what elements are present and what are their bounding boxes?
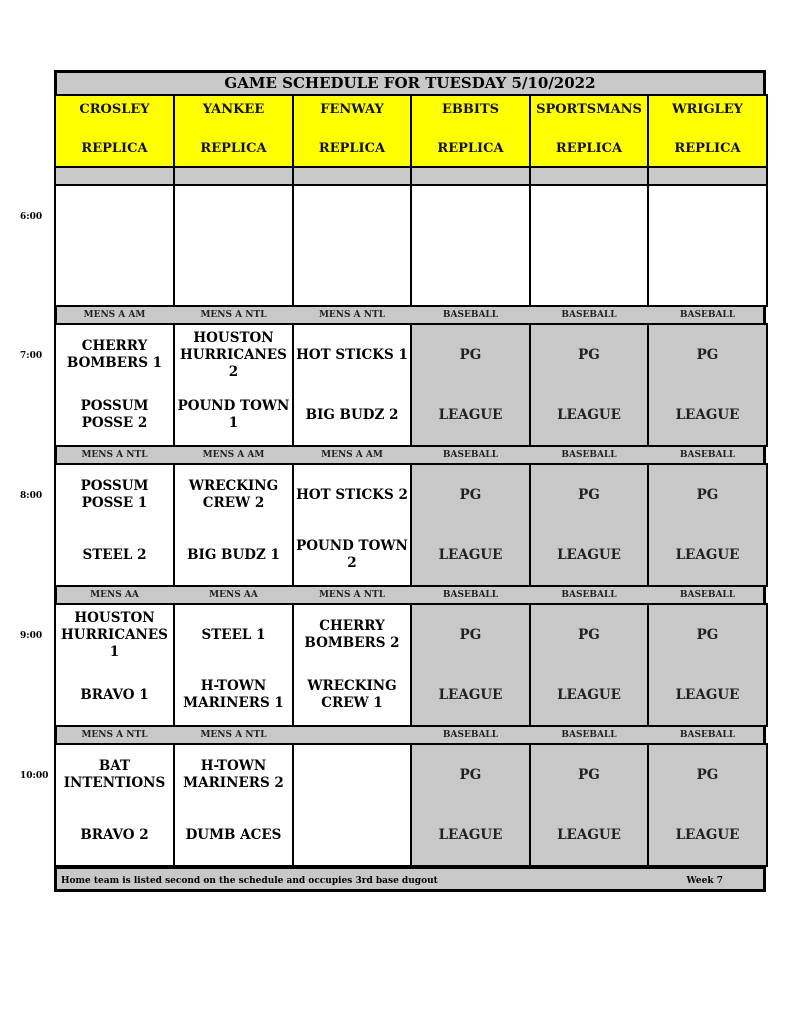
away-team: PG: [696, 626, 719, 643]
venue-header: [529, 94, 649, 168]
away-team: HOT STICKS 1: [296, 346, 408, 363]
away-team: H-TOWN MARINERS 2: [183, 758, 284, 791]
away-team: HOUSTON HURRICANES 2: [180, 329, 287, 380]
venue-header: [173, 94, 294, 168]
division-label: BASEBALL: [679, 729, 736, 740]
division-label: BASEBALL: [442, 309, 499, 320]
away-team: PG: [696, 486, 719, 503]
venue-subtitle: REPLICA: [555, 141, 623, 156]
game-cell: [173, 323, 294, 447]
venue-name: WRIGLEY: [672, 102, 743, 117]
division-label: [292, 727, 412, 742]
division-label: MENS A AM: [83, 309, 146, 320]
home-team: BRAVO 1: [80, 686, 149, 703]
home-team: WRECKING CREW 1: [307, 678, 397, 711]
division-label: BASEBALL: [679, 589, 736, 600]
game-cell: [529, 463, 649, 587]
game-cell: [173, 463, 294, 587]
venue-subtitle: REPLICA: [81, 141, 148, 156]
away-team: PG: [459, 626, 482, 643]
venue-name: YANKEE: [202, 102, 265, 117]
header-spacer: [410, 166, 531, 186]
away-team: PG: [578, 346, 600, 363]
home-team: LEAGUE: [557, 826, 621, 843]
away-team: PG: [459, 346, 482, 363]
game-cell: [647, 463, 768, 587]
away-team: POSSUM POSSE 1: [80, 478, 149, 511]
game-cell: [54, 463, 175, 587]
home-team: LEAGUE: [438, 406, 503, 423]
empty-slot: [54, 184, 175, 307]
header-spacer: [529, 166, 649, 186]
division-label: MENS A AM: [321, 449, 383, 460]
game-cell: [410, 743, 531, 867]
away-team: CHERRY BOMBERS 2: [304, 618, 400, 651]
home-team: LEAGUE: [557, 406, 621, 423]
away-team: HOT STICKS 2: [296, 486, 408, 503]
empty-slot: [173, 184, 294, 307]
division-label: MENS A NTL: [200, 309, 267, 320]
game-cell: [410, 463, 531, 587]
venue-header: [647, 94, 768, 168]
venue-subtitle: REPLICA: [200, 141, 267, 156]
away-team: BAT INTENTIONS: [63, 758, 166, 791]
venue-name: FENWAY: [320, 102, 384, 117]
home-team: LEAGUE: [438, 826, 503, 843]
time-label: 7:00: [20, 351, 43, 361]
header-spacer: [54, 166, 175, 186]
home-team: LEAGUE: [438, 686, 503, 703]
venue-subtitle: REPLICA: [318, 141, 386, 156]
home-team: LEAGUE: [557, 686, 621, 703]
away-team: PG: [578, 766, 600, 783]
game-cell: [54, 603, 175, 727]
home-team: LEAGUE: [675, 686, 740, 703]
division-label: BASEBALL: [442, 589, 499, 600]
away-team: PG: [459, 486, 482, 503]
division-label: MENS A NTL: [81, 449, 148, 460]
home-team-note: Home team is listed second on the schedule and occupies 3rd base dugout: [61, 876, 438, 886]
schedule-footer: [54, 866, 766, 892]
header-spacer: [647, 166, 768, 186]
game-cell: [173, 743, 294, 867]
game-cell: [410, 603, 531, 727]
home-team: LEAGUE: [438, 546, 503, 563]
home-team: BIG BUDZ 1: [187, 546, 280, 563]
division-label: BASEBALL: [442, 449, 499, 460]
away-team: CHERRY BOMBERS 1: [66, 338, 163, 371]
game-cell: [647, 323, 768, 447]
home-team: LEAGUE: [675, 406, 740, 423]
home-team: BRAVO 2: [80, 826, 149, 843]
away-team: PG: [459, 766, 482, 783]
empty-slot: [529, 184, 649, 307]
game-cell: [529, 743, 649, 867]
empty-slot: [647, 184, 768, 307]
home-team: LEAGUE: [557, 546, 621, 563]
home-team: POUND TOWN 2: [296, 538, 408, 571]
venue-name: CROSLEY: [79, 102, 150, 117]
game-cell: [292, 603, 412, 727]
time-label: 6:00: [20, 212, 43, 222]
time-label: 10:00: [20, 771, 49, 781]
game-cell: [647, 603, 768, 727]
game-cell: [54, 323, 175, 447]
week-label: Week 7: [686, 876, 723, 886]
home-team: POSSUM POSSE 2: [80, 398, 149, 431]
game-cell: [54, 743, 175, 867]
division-label: MENS AA: [209, 589, 258, 600]
game-cell: [529, 603, 649, 727]
game-cell: [292, 463, 412, 587]
schedule-title: GAME SCHEDULE FOR TUESDAY 5/10/2022: [224, 74, 596, 92]
division-label: MENS A AM: [202, 449, 265, 460]
time-label: 9:00: [20, 631, 43, 641]
home-team: LEAGUE: [675, 546, 740, 563]
division-label: BASEBALL: [561, 729, 617, 740]
venue-subtitle: REPLICA: [674, 141, 741, 156]
home-team: STEEL 2: [82, 546, 147, 563]
game-cell: [647, 743, 768, 867]
venue-header: [410, 94, 531, 168]
division-label: BASEBALL: [561, 589, 617, 600]
game-cell: [292, 323, 412, 447]
division-label: MENS A NTL: [318, 309, 386, 320]
division-label: BASEBALL: [442, 729, 499, 740]
home-team: H-TOWN MARINERS 1: [183, 678, 284, 711]
venue-name: EBBITS: [441, 102, 500, 117]
home-team: BIG BUDZ 2: [305, 406, 399, 423]
division-label: MENS AA: [90, 589, 139, 600]
away-team: PG: [696, 346, 719, 363]
away-team: PG: [578, 626, 600, 643]
division-label: MENS A NTL: [81, 729, 148, 740]
empty-slot: [410, 184, 531, 307]
venue-header: [54, 94, 175, 168]
division-label: BASEBALL: [679, 449, 736, 460]
away-team: WRECKING CREW 2: [188, 478, 279, 511]
away-team: STEEL 1: [201, 626, 266, 643]
home-team: DUMB ACES: [185, 826, 282, 843]
away-team: HOUSTON HURRICANES 1: [61, 609, 168, 660]
header-spacer: [292, 166, 412, 186]
division-label: BASEBALL: [561, 449, 617, 460]
division-label: BASEBALL: [561, 309, 617, 320]
venue-header: [292, 94, 412, 168]
home-team: POUND TOWN 1: [177, 398, 290, 431]
game-cell: [529, 323, 649, 447]
game-cell: [173, 603, 294, 727]
empty-slot: [292, 743, 412, 867]
division-label: MENS A NTL: [318, 589, 386, 600]
division-label: MENS A NTL: [200, 729, 267, 740]
home-team: LEAGUE: [675, 826, 740, 843]
venue-name: SPORTSMANS: [536, 102, 642, 117]
time-label: 8:00: [20, 491, 43, 501]
away-team: PG: [578, 486, 600, 503]
division-label: BASEBALL: [679, 309, 736, 320]
header-spacer: [173, 166, 294, 186]
away-team: PG: [696, 766, 719, 783]
empty-slot: [292, 184, 412, 307]
venue-subtitle: REPLICA: [437, 141, 504, 156]
game-cell: [410, 323, 531, 447]
